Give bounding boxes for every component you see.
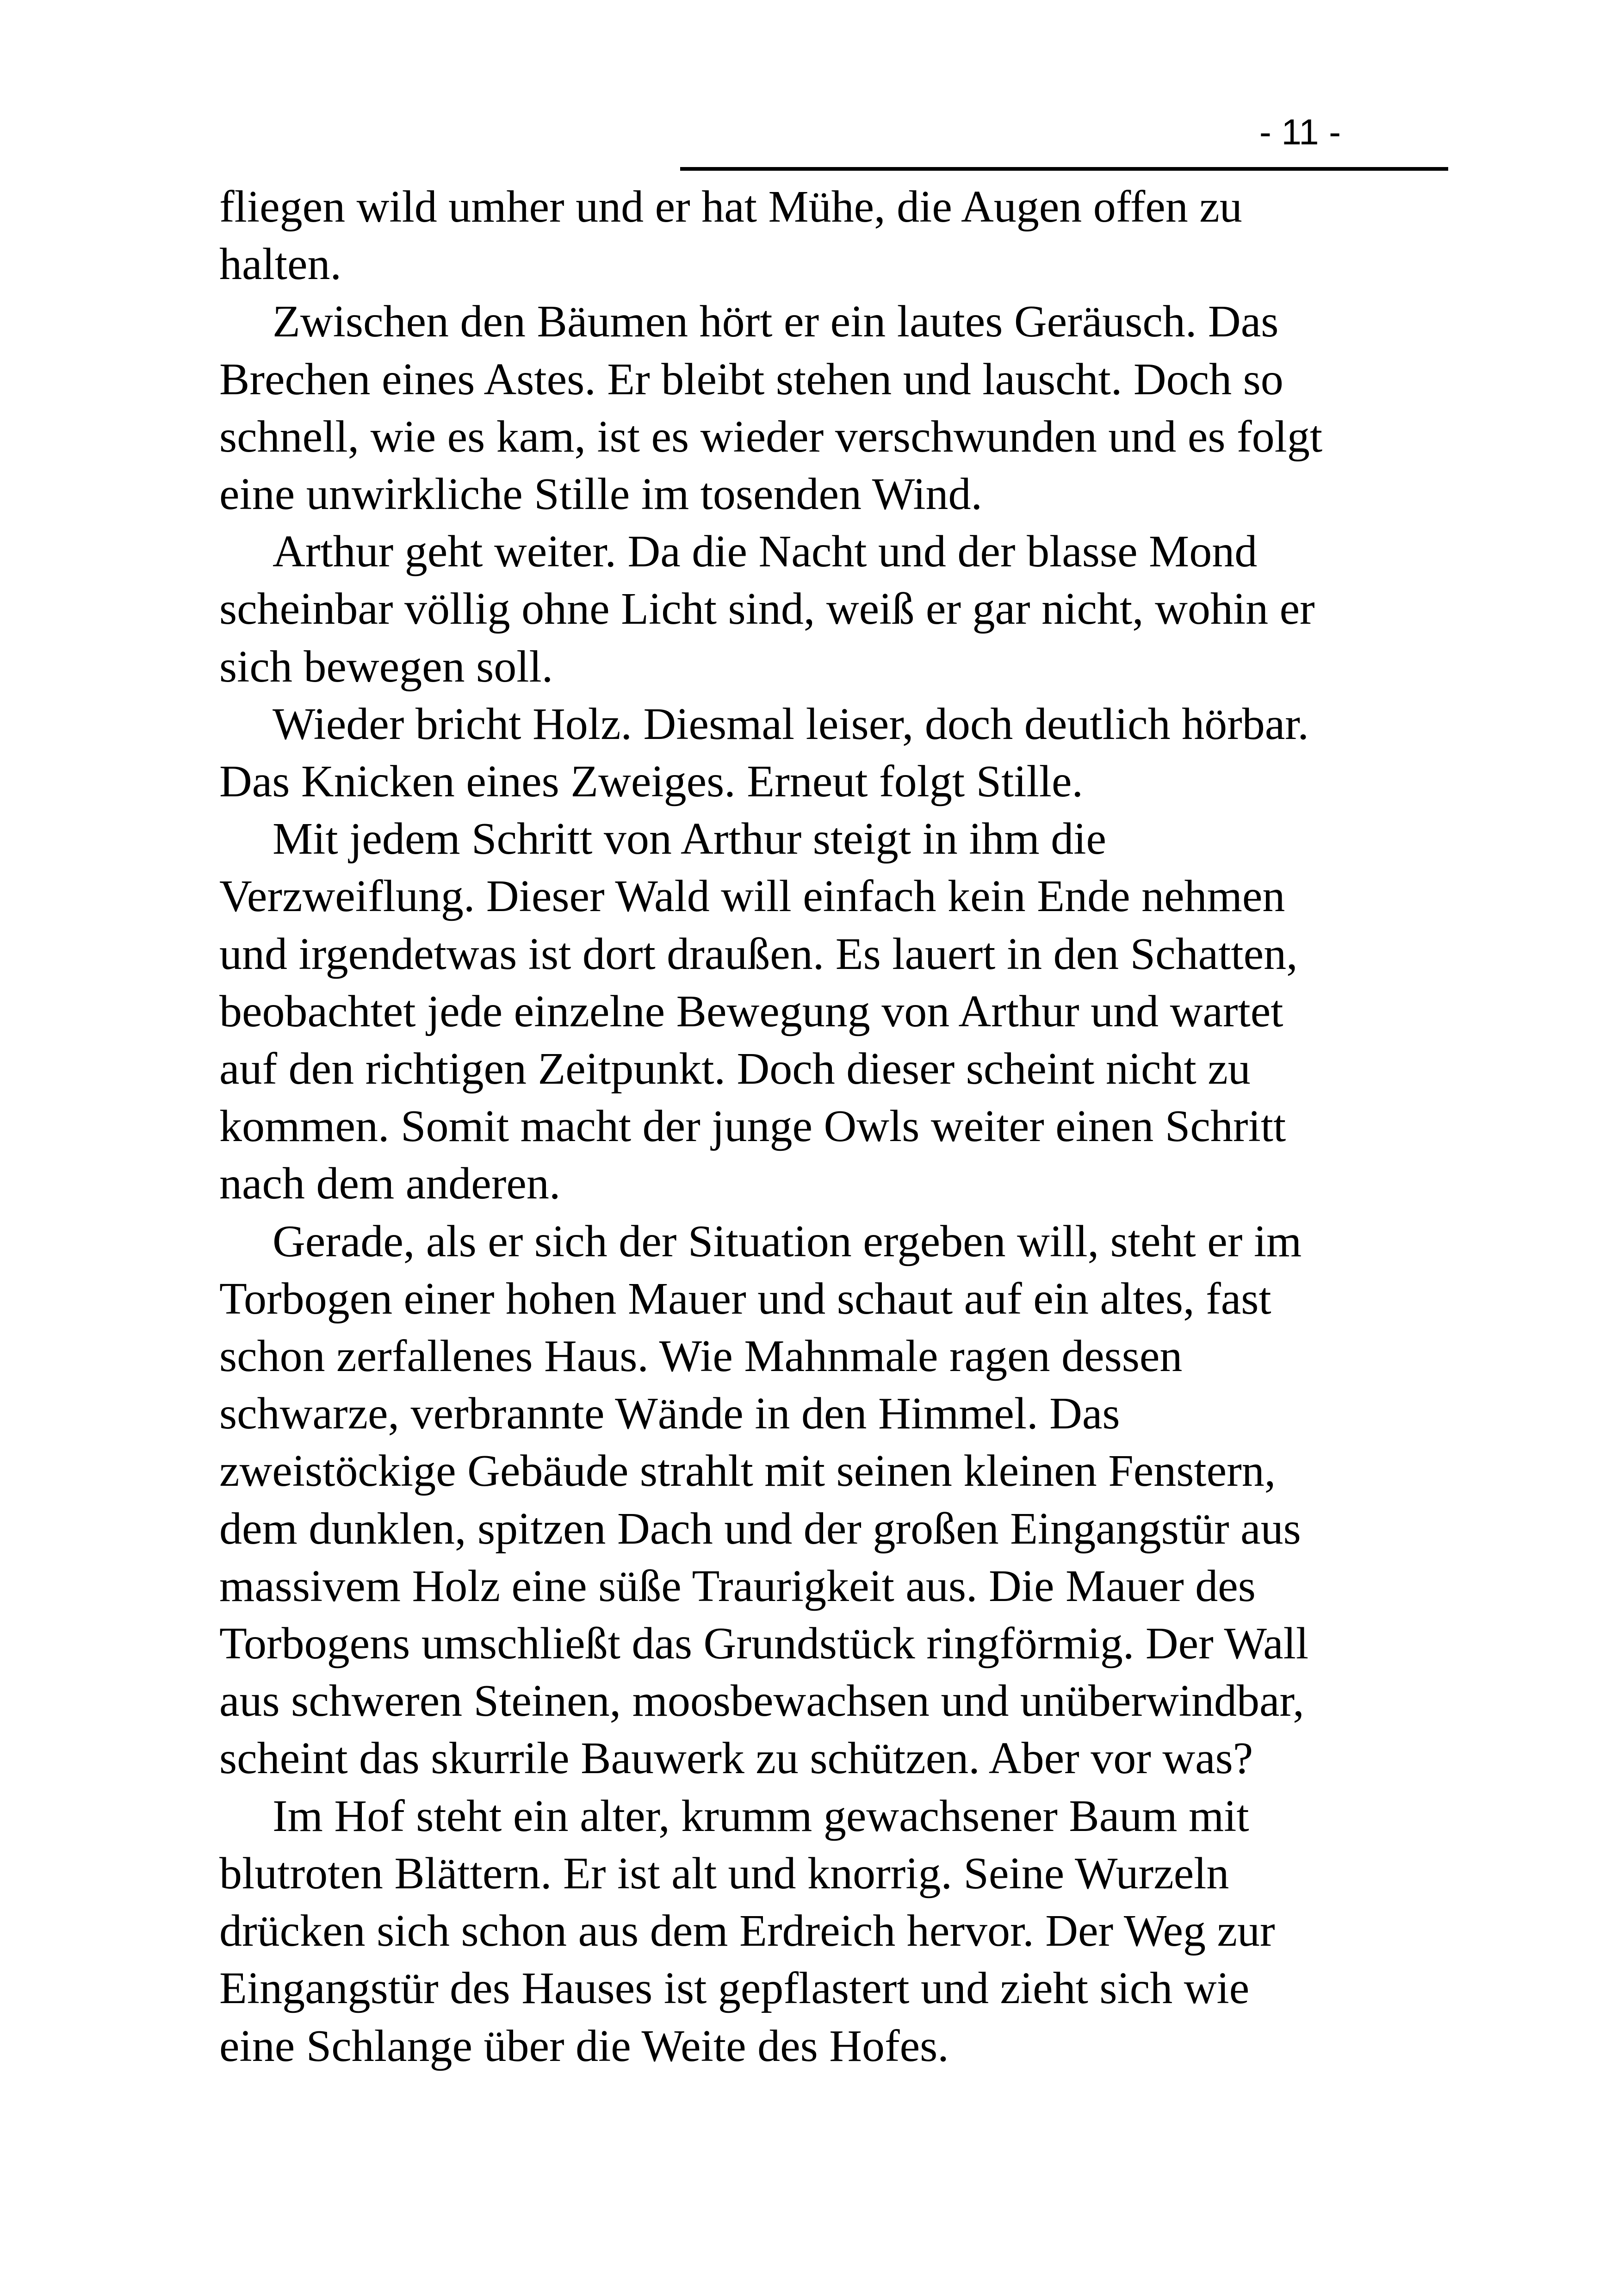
paragraph: Arthur geht weiter. Da die Nacht und der blasse Mond scheinbar völlig ohne Licht sind, weiß er gar nicht, wohin er sich bewegen soll. xyxy=(219,527,1315,692)
paragraph: Gerade, als er sich der Situation ergeben will, steht er im Torbogen einer hohen Mauer und schaut auf ein altes, fast schon zerfallenes Haus. Wie Mahnmale ragen dessen schwarze, verbrannte Wände in den Himmel. Das zweistöckige Gebäude strahlt mit seinen kleinen Fenstern, dem dunklen, spitzen Dach und der großen Eingangstür aus massivem Holz eine süße Traurigkeit aus. Die Mauer des Torbogens umschließt das Grundstück ringförmig. Der Wall aus schweren Steinen, moosbewachsen und unüberwindbar, scheint das skurrile Bauwerk zu schützen. Aber vor was? xyxy=(219,1216,1309,1784)
paragraph: Mit jedem Schritt von Arthur steigt in ihm die Verzweiflung. Dieser Wald will einfach kein Ende nehmen und irgendetwas ist dort draußen. Es lauert in den Schatten, beobachtet jede einzelne Bewegung von Arthur und wartet auf den richtigen Zeitpunkt. Doch dieser scheint nicht zu kommen. Somit macht der junge Owls weiter einen Schritt nach dem anderen. xyxy=(219,814,1298,1209)
paragraph: fliegen wild umher und er hat Mühe, die Augen offen zu halten. xyxy=(219,182,1242,290)
body-text xyxy=(219,178,1404,2075)
paragraph: Im Hof steht ein alter, krumm gewachsener Baum mit blutroten Blättern. Er ist alt und knorrig. Seine Wurzeln drücken sich schon aus dem Erdreich hervor. Der Weg zur Eingangstür des Hauses ist gepflastert und zieht sich wie eine Schlange über die Weite des Hofes. xyxy=(219,1791,1275,2071)
paragraph: Zwischen den Bäumen hört er ein lautes Geräusch. Das Brechen eines Astes. Er bleibt stehen und lauscht. Doch so schnell, wie es kam, ist es wieder verschwunden und es folgt eine unwirkliche Stille im tosenden Wind. xyxy=(219,297,1323,520)
paragraph: Wieder bricht Holz. Diesmal leiser, doch deutlich hörbar. Das Knicken eines Zweiges. Erneut folgt Stille. xyxy=(219,699,1309,807)
header-rule xyxy=(680,167,1448,171)
page-number: - 11 - xyxy=(1259,112,1341,152)
